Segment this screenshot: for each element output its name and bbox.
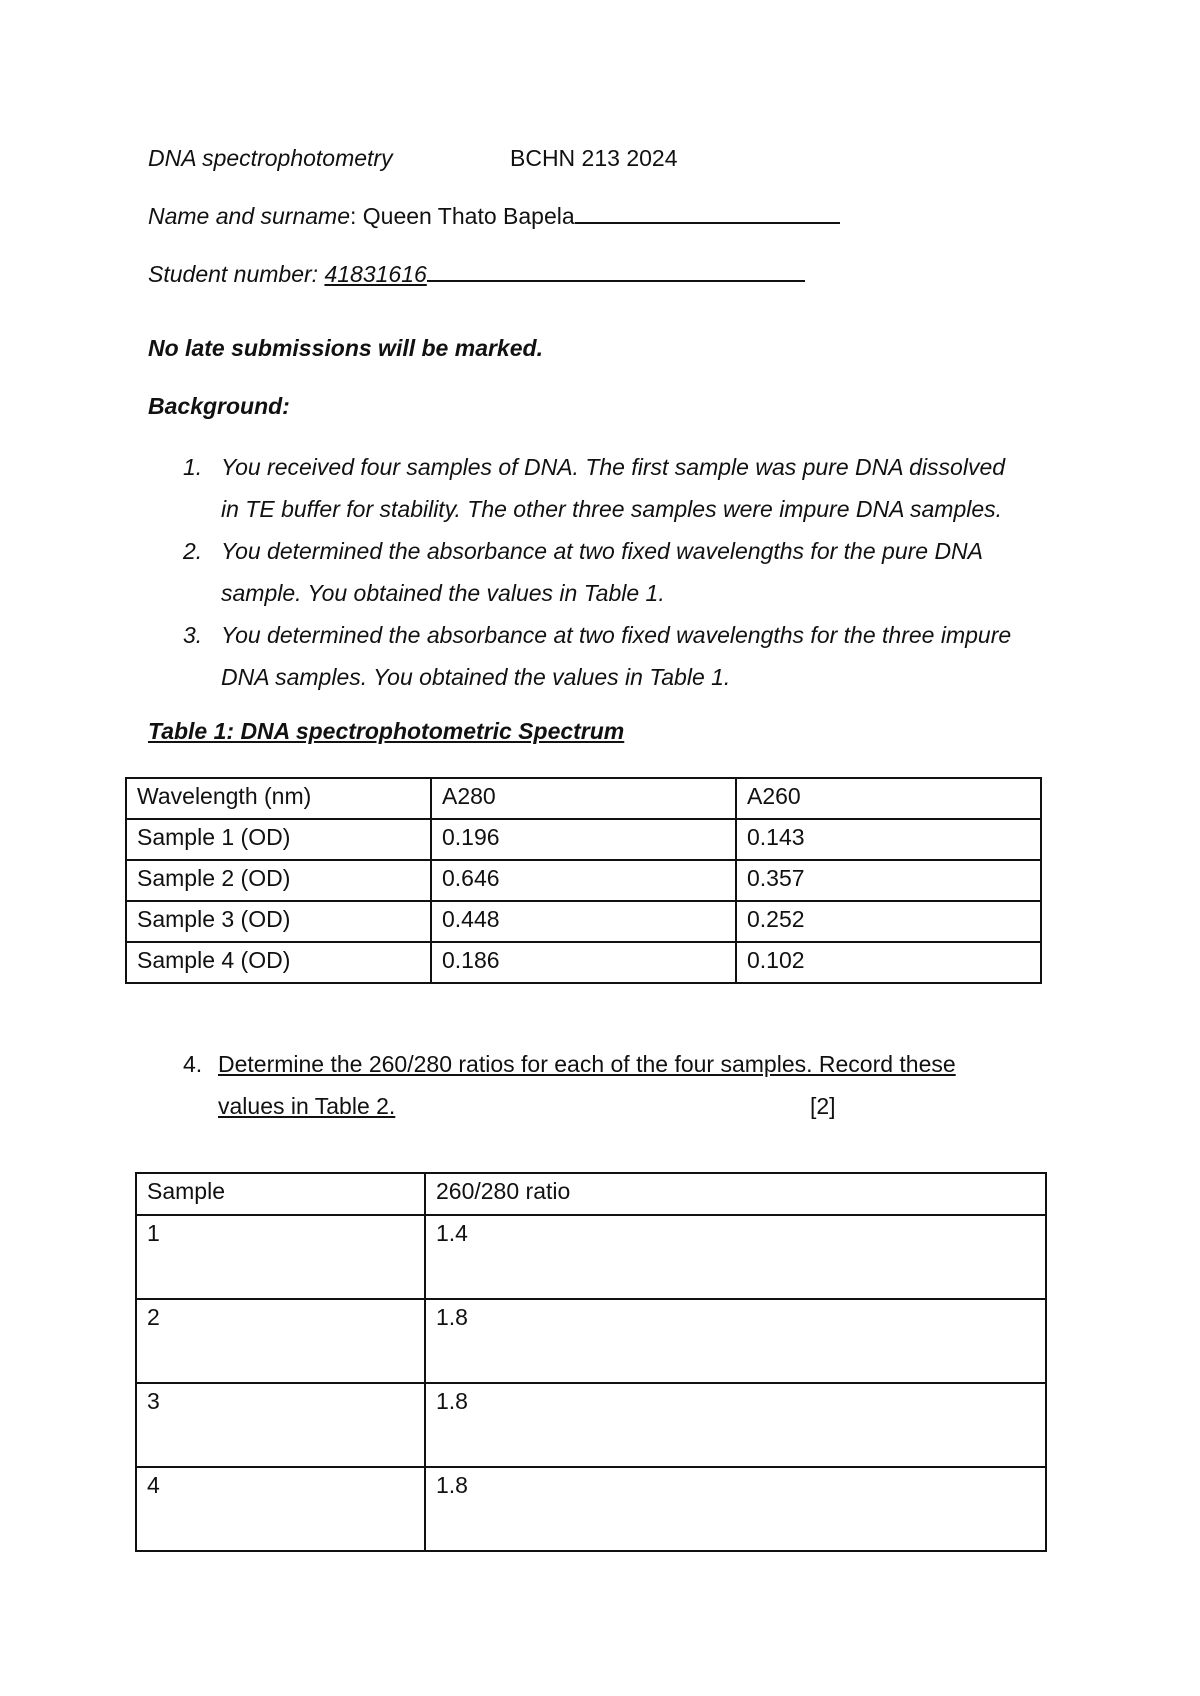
table-cell: 0.448 [431, 901, 736, 942]
ratio-answer-cell[interactable]: 1.4 [425, 1215, 1046, 1299]
name-value[interactable]: Queen Thato Bapela [362, 203, 575, 229]
late-notice: No late submissions will be marked. [148, 335, 543, 361]
list-item-line: in TE buffer for stability. The other three samples were impure DNA samples. [221, 496, 1003, 522]
list-item-line: sample. You obtained the values in Table 1. [221, 580, 665, 606]
table-cell: Sample 3 (OD) [126, 901, 431, 942]
table-header-row [126, 778, 1041, 819]
name-label: Name and surname [148, 203, 350, 229]
list-item-line: DNA samples. You obtained the values in Table 1. [221, 664, 731, 690]
ratio-answer-cell[interactable]: 1.8 [425, 1299, 1046, 1383]
ratio-answer-cell[interactable]: 1.8 [425, 1467, 1046, 1551]
ratio-answer-cell[interactable]: 1.8 [425, 1383, 1046, 1467]
list-item [148, 530, 1068, 614]
table-header-cell: Sample [136, 1173, 425, 1215]
table-header-row [136, 1173, 1046, 1215]
table-cell: 0.102 [736, 942, 1041, 983]
table-row [136, 1215, 1046, 1299]
table-cell: 0.646 [431, 860, 736, 901]
table-header-cell: Wavelength (nm) [126, 778, 431, 819]
table-row [126, 901, 1041, 942]
table-cell: 2 [136, 1299, 425, 1383]
student-number-underline [427, 279, 805, 282]
list-item-number: 2. [183, 538, 203, 564]
student-number-value[interactable]: 41831616 [324, 261, 427, 287]
table-cell: 0.143 [736, 819, 1041, 860]
ratio-table [135, 1172, 1047, 1552]
table-row [136, 1383, 1046, 1467]
list-item-number: 1. [183, 454, 203, 480]
table1-caption: Table 1: DNA spectrophotometric Spectrum [148, 718, 625, 744]
table-row [126, 860, 1041, 901]
table-cell: Sample 1 (OD) [126, 819, 431, 860]
absorbance-table [125, 777, 1042, 984]
table-row [126, 942, 1041, 983]
table-header-cell: A260 [736, 778, 1041, 819]
question-line: values in Table 2. [218, 1093, 396, 1119]
list-item [148, 446, 1068, 530]
table-cell: Sample 2 (OD) [126, 860, 431, 901]
question-number: 4. [183, 1051, 203, 1077]
name-colon: : [350, 203, 363, 229]
table-cell: Sample 4 (OD) [126, 942, 431, 983]
table-cell: 0.357 [736, 860, 1041, 901]
list-item-line: You received four samples of DNA. The first sample was pure DNA dissolved [221, 454, 1006, 480]
list-item [148, 614, 1068, 698]
name-underline [575, 221, 840, 224]
list-item-number: 3. [183, 622, 203, 648]
name-line [148, 203, 840, 230]
course-code: BCHN 213 2024 [510, 145, 678, 171]
student-number-line [148, 261, 805, 288]
table-row [136, 1467, 1046, 1551]
table-header-cell: 260/280 ratio [425, 1173, 1046, 1215]
table-cell: 0.252 [736, 901, 1041, 942]
background-list [148, 446, 1068, 698]
list-item-line: You determined the absorbance at two fixed wavelengths for the three impure [221, 622, 1012, 648]
list-item-line: You determined the absorbance at two fixed wavelengths for the pure DNA [221, 538, 984, 564]
table-cell: 0.186 [431, 942, 736, 983]
question-marks: [2] [810, 1093, 836, 1119]
table-cell: 1 [136, 1215, 425, 1299]
student-number-label: Student number: [148, 261, 325, 287]
table-row [126, 819, 1041, 860]
table-header-cell: A280 [431, 778, 736, 819]
table-cell: 3 [136, 1383, 425, 1467]
question-text [218, 1043, 956, 1127]
table-row [136, 1299, 1046, 1383]
table-cell: 0.196 [431, 819, 736, 860]
background-heading: Background: [148, 393, 290, 419]
question-line: Determine the 260/280 ratios for each of the four samples. Record these [218, 1051, 956, 1077]
table-cell: 4 [136, 1467, 425, 1551]
document-title: DNA spectrophotometry [148, 145, 393, 171]
